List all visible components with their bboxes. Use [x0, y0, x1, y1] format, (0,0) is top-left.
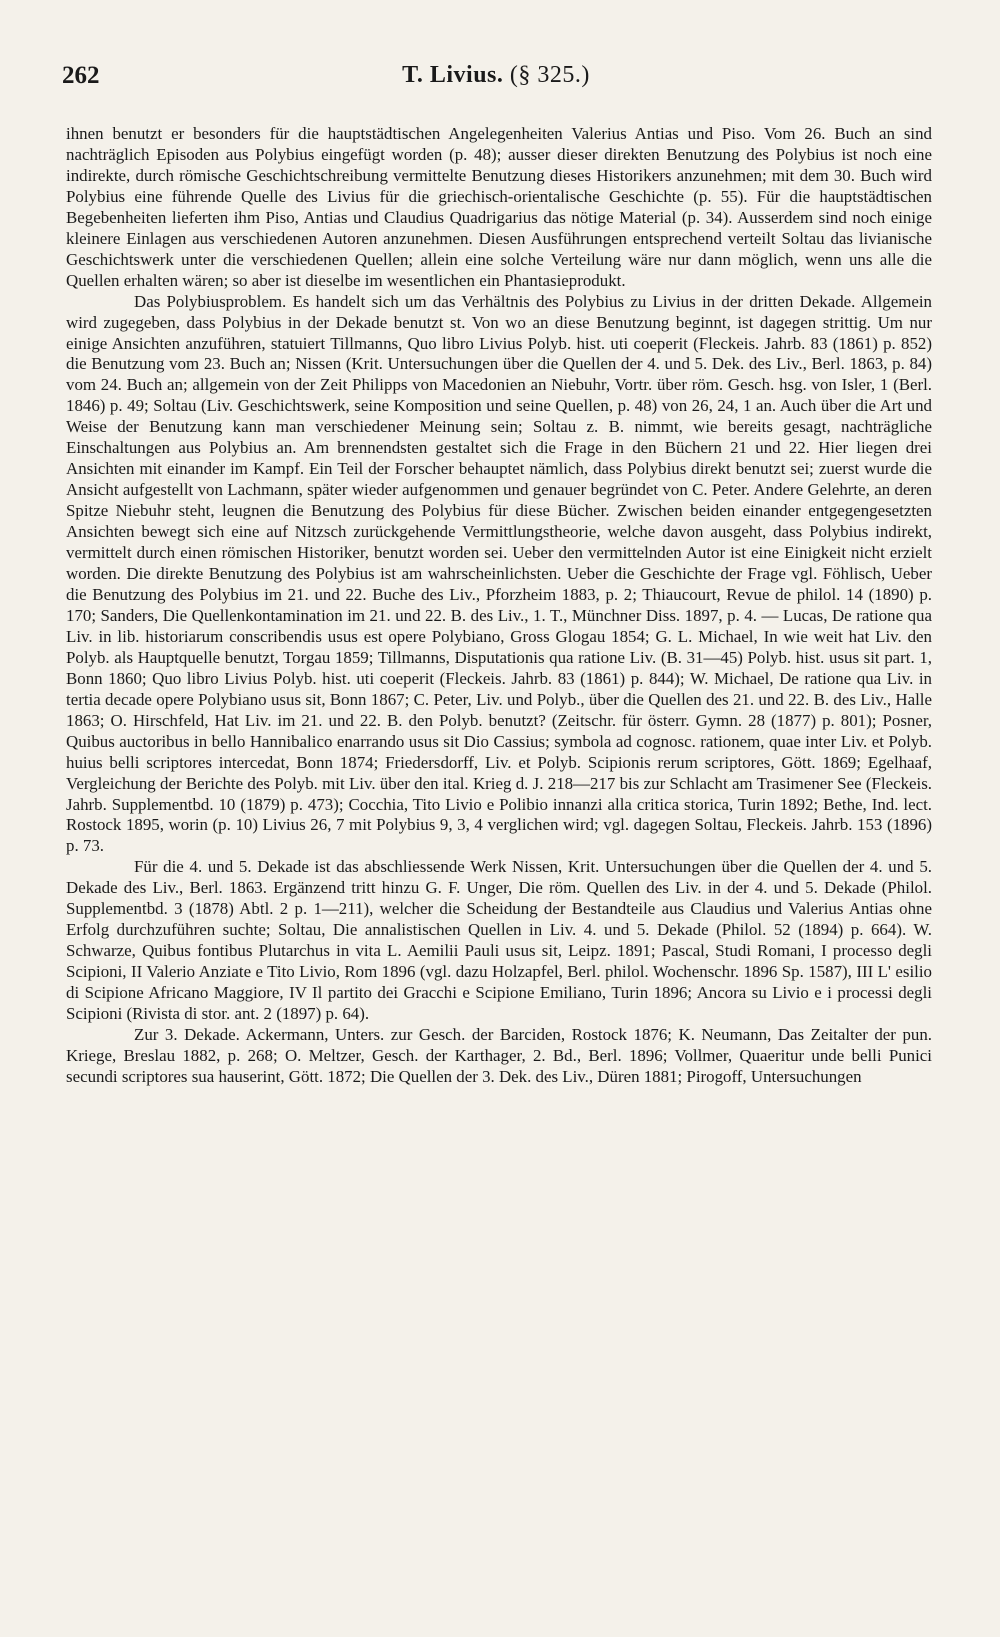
body-text — [66, 124, 932, 1088]
running-head-section: (§ 325.) — [509, 62, 590, 88]
page-header — [62, 62, 930, 96]
paragraph-1: ihnen benutzt er besonders für die hauptstädtischen Angelegenheiten Valerius Antias und Piso. Vom 26. Buch an sind nachträglich Episoden aus Polybius eingefügt worden (p. 48); ausser dieser direkten Benutzung des Polybius ist noch eine indirekte, durch römische Geschichtschreibung vermittelte Benutzung dieses Historikers anzunehmen; mit dem 30. Buch wird Polybius eine führende Quelle des Livius für die griechisch-orientalische Geschichte (p. 55). Für die hauptstädtischen Begebenheiten lieferten ihm Piso, Antias und Claudius Quadrigarius das nötige Material (p. 34). Ausserdem sind noch einige kleinere Einlagen aus verschiedenen Autoren anzunehmen. Diesen Ausführungen entsprechend verteilt Soltau das livianische Geschichtswerk unter die verschiedenen Quellen; allein eine solche Verteilung wäre nur dann möglich, wenn uns alle die Quellen erhalten wären; so aber ist dieselbe im wesentlichen ein Phantasieprodukt. — [66, 124, 932, 290]
paragraph-2: Das Polybiusproblem. Es handelt sich um das Verhältnis des Polybius zu Livius in der dritten Dekade. Allgemein wird zugegeben, dass Polybius in der Dekade benutzt st. Von wo an diese Benutzung beginnt, ist dagegen strittig. Um nur einige Ansichten anzuführen, statuiert Tillmanns, Quo libro Livius Polyb. hist. uti coeperit (Fleckeis. Jahrb. 83 (1861) p. 852) die Benutzung vom 23. Buch an; Nissen (Krit. Untersuchungen über die Quellen der 4. und 5. Dek. des Liv., Berl. 1863, p. 84) vom 24. Buch an; allgemein von der Zeit Philipps von Macedonien an Niebuhr, Vortr. über röm. Gesch. hsg. von Isler, 1 (Berl. 1846) p. 49; Soltau (Liv. Geschichtswerk, seine Komposition und seine Quellen, p. 48) von 26, 24, 1 an. Auch über die Art und Weise der Benutzung kann man verschiedener Meinung sein; Soltau z. B. nimmt, wie bereits gesagt, nachträgliche Einschaltungen aus Polybius an. Am brennendsten gestaltet sich die Frage in den Büchern 21 und 22. Hier liegen drei Ansichten mit einander im Kampf. Ein Teil der Forscher behauptet nämlich, dass Polybius direkt benutzt sei; zuerst wurde die Ansicht aufgestellt von Lachmann, später wieder aufgenommen und genauer begründet von C. Peter. Andere Gelehrte, an deren Spitze Niebuhr steht, leugnen die Benutzung des Polybius für diese Bücher. Zwischen beiden einander entgegengesetzten Ansichten bewegt sich eine auf Nitzsch zurückgehende Vermittlungstheorie, welche davon ausgeht, dass Polybius indirekt, vermittelt durch einen römischen Historiker, benutzt worden sei. Ueber den vermittelnden Autor ist eine Einigkeit nicht erzielt worden. Die direkte Benutzung des Polybius ist am wahrscheinlichsten. Ueber die Geschichte der Frage vgl. Föhlisch, Ueber die Benutzung des Polybius im 21. und 22. Buche des Liv., Pforzheim 1883, p. 2; Thiaucourt, Revue de philol. 14 (1890) p. 170; Sanders, Die Quellenkontamination im 21. und 22. B. des Liv., 1. T., Münchner Diss. 1897, p. 4. — Lucas, De ratione qua Liv. in lib. historiarum conscribendis usus est opere Polybiano, Gross Glogau 1854; G. L. Michael, In wie weit hat Liv. den Polyb. als Hauptquelle benutzt, Torgau 1859; Tillmanns, Disputationis qua ratione Liv. (B. 31—45) Polyb. hist. usus sit part. 1, Bonn 1860; Quo libro Livius Polyb. hist. uti coeperit (Fleckeis. Jahrb. 83 (1861) p. 844); W. Michael, De ratione qua Liv. in tertia decade opere Polybiano usus sit, Bonn 1867; C. Peter, Liv. und Polyb., über die Quellen des 21. und 22. B. des Liv., Halle 1863; O. Hirschfeld, Hat Liv. im 21. und 22. B. den Polyb. benutzt? (Zeitschr. für österr. Gymn. 28 (1877) p. 801); Posner, Quibus auctoribus in bello Hannibalico enarrando usus sit Dio Cassius; symbola ad cognosc. rationem, quae inter Liv. et Polyb. huius belli scriptores intercedat, Bonn 1874; Friedersdorff, Liv. et Polyb. Scipionis rerum scriptores, Gött. 1869; Egelhaaf, Vergleichung der Berichte des Polyb. mit Liv. über den ital. Krieg d. J. 218—217 bis zur Schlacht am Trasimener See (Fleckeis. Jahrb. Supplementbd. 10 (1879) p. 473); Cocchia, Tito Livio e Polibio innanzi alla critica storica, Turin 1892; Bethe, Ind. lect. Rostock 1895, worin (p. 10) Livius 26, 7 mit Polybius 9, 3, 4 verglichen wird; vgl. dagegen Soltau, Fleckeis. Jahrb. 153 (1896) p. 73. — [66, 291, 932, 856]
paragraph-3: Für die 4. und 5. Dekade ist das abschliessende Werk Nissen, Krit. Untersuchungen über die Quellen der 4. und 5. Dekade des Liv., Berl. 1863. Ergänzend tritt hinzu G. F. Unger, Die röm. Quellen des Liv. in der 4. und 5. Dekade (Philol. Supplementbd. 3 (1878) Abtl. 2 p. 1—211), welcher die Scheidung der Bestandteile aus Claudius und Valerius Antias ohne Erfolg durchzuführen suchte; Soltau, Die annalistischen Quellen in Liv. 4. und 5. Dekade (Philol. 52 (1894) p. 664). W. Schwarze, Quibus fontibus Plutarchus in vita L. Aemilii Pauli usus sit, Leipz. 1891; Pascal, Studi Romani, I processo degli Scipioni, II Valerio Anziate e Tito Livio, Rom 1896 (vgl. dazu Holzapfel, Berl. philol. Wochenschr. 1896 Sp. 1587), III L' esilio di Scipione Africano Maggiore, IV Il partito dei Gracchi e Scipione Emiliano, Turin 1896; Ancora su Livio e i processi degli Scipioni (Rivista di stor. ant. 2 (1897) p. 64). — [66, 857, 932, 1024]
page-number: 262 — [62, 62, 100, 89]
running-head-title: T. Livius. — [402, 62, 504, 88]
paragraph-4: Zur 3. Dekade. Ackermann, Unters. zur Gesch. der Barciden, Rostock 1876; K. Neumann, Das Zeitalter der pun. Kriege, Breslau 1882, p. 268; O. Meltzer, Gesch. der Karthager, 2. Bd., Berl. 1896; Vollmer, Quaeritur unde belli Punici secundi scriptores sua hauserint, Gött. 1872; Die Quellen der 3. Dek. des Liv., Düren 1881; Pirogoff, Untersuchungen — [66, 1024, 932, 1086]
running-head — [62, 62, 930, 89]
